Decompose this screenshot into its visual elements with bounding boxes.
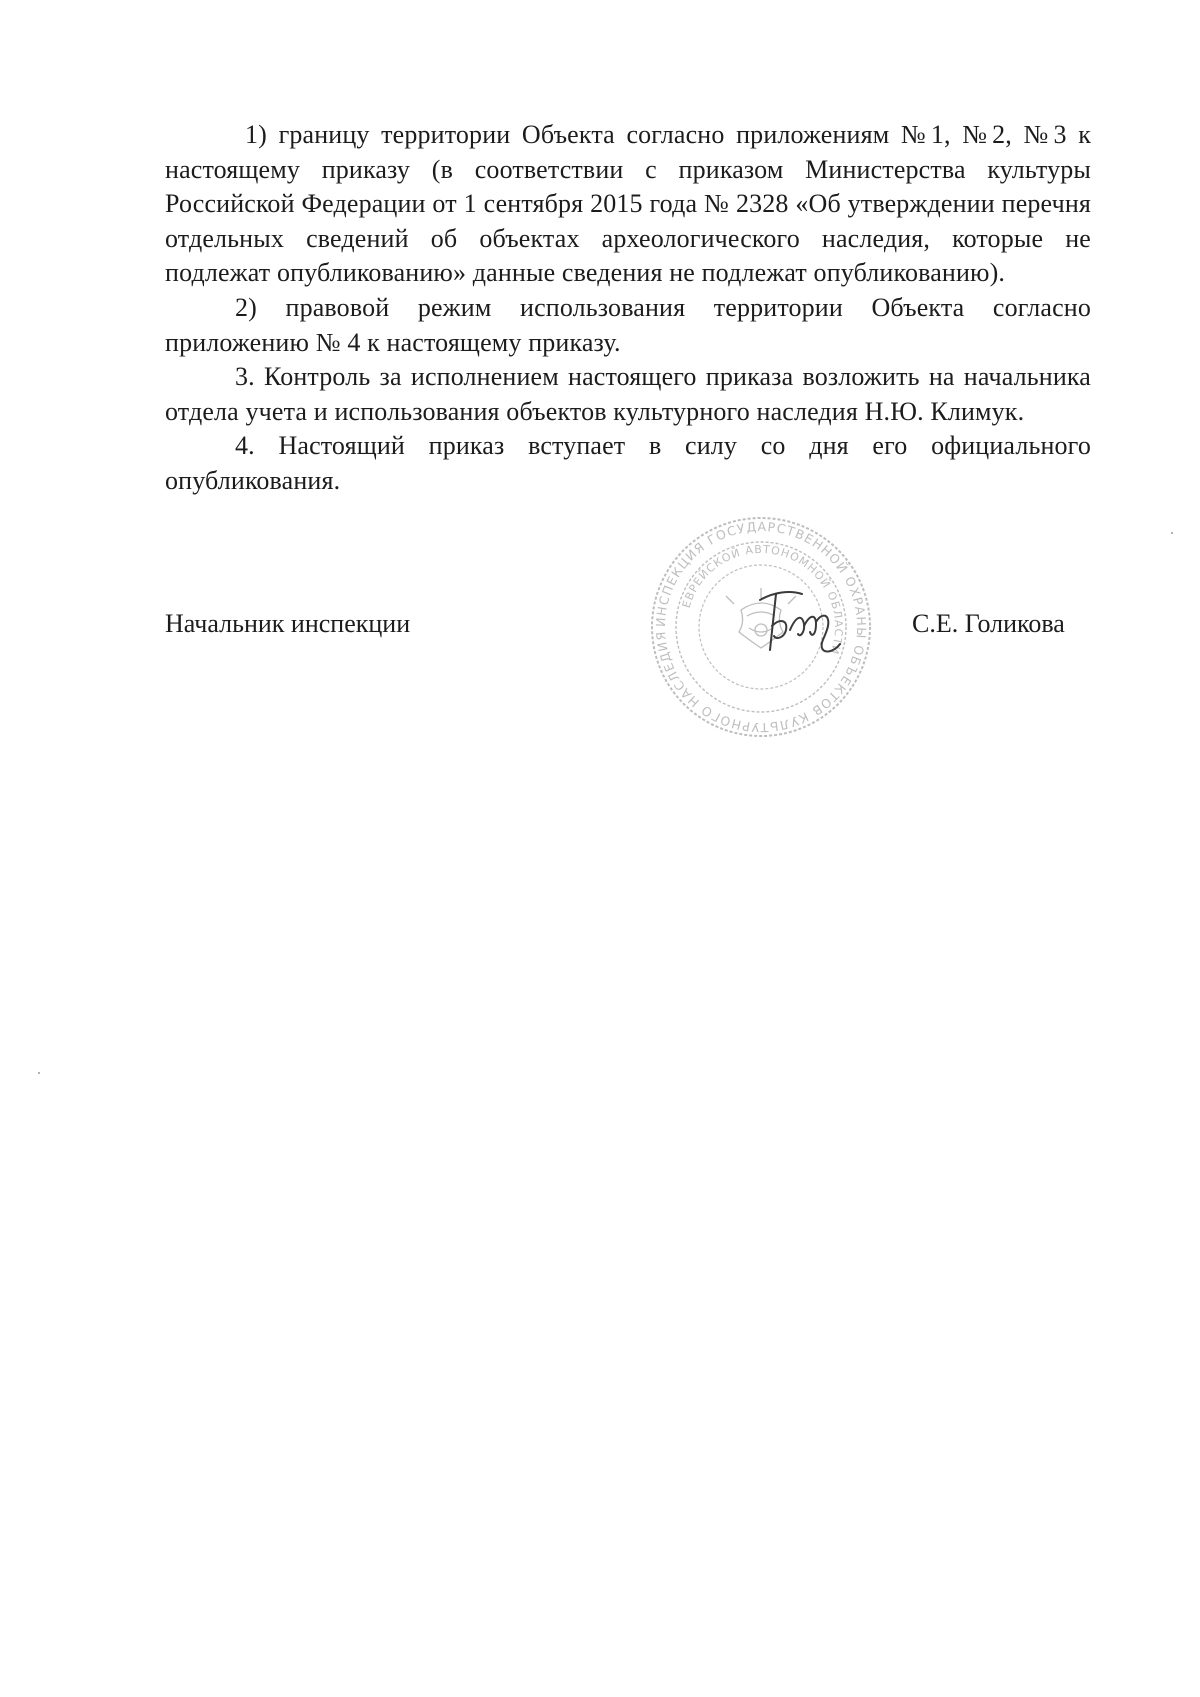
paragraph-control: 3. Контроль за исполнением настоящего приказа возложить на начальника отдела учета и использования объектов культурного наследия Н.Ю. Климук.: [165, 362, 1091, 426]
paragraph-legal-regime: 2) правовой режим использования территории Объекта согласно приложению № 4 к настоящему приказу.: [165, 292, 1091, 357]
handwritten-signature: [750, 578, 850, 668]
signer-name: С.Е. Голикова: [912, 609, 1065, 638]
seal-inner-text: ЕВРЕЙСКОЙ АВТОНОМНОЙ ОБЛАСТИ: [679, 542, 846, 657]
scan-speck: [1171, 532, 1173, 534]
paragraph-territory-boundary: 1) границу территории Объекта согласно приложениям №1, №2, №3 к настоящему приказу (в соответствии с приказом Министерства культуры Российской Федерации от 1 сентября 2015 года № 2328 «Об утверждении перечня отдельных сведений об объектах археологического наследия, которые не подлежат опубликованию» данные сведения не подлежат опубликованию).: [165, 120, 1091, 288]
seal-outer-text: ИНСПЕКЦИЯ ГОСУДАРСТВЕННОЙ ОХРАНЫ ОБЪЕКТОВ КУЛЬТУРНОГО НАСЛЕДИЯ: [652, 518, 870, 736]
paragraph-entry-into-force: 4. Настоящий приказ вступает в силу со дня его официального опубликования.: [165, 431, 1091, 495]
document-body: [165, 118, 1091, 499]
scan-speck: [38, 1072, 40, 1074]
signer-title: Начальник инспекции: [165, 609, 411, 638]
